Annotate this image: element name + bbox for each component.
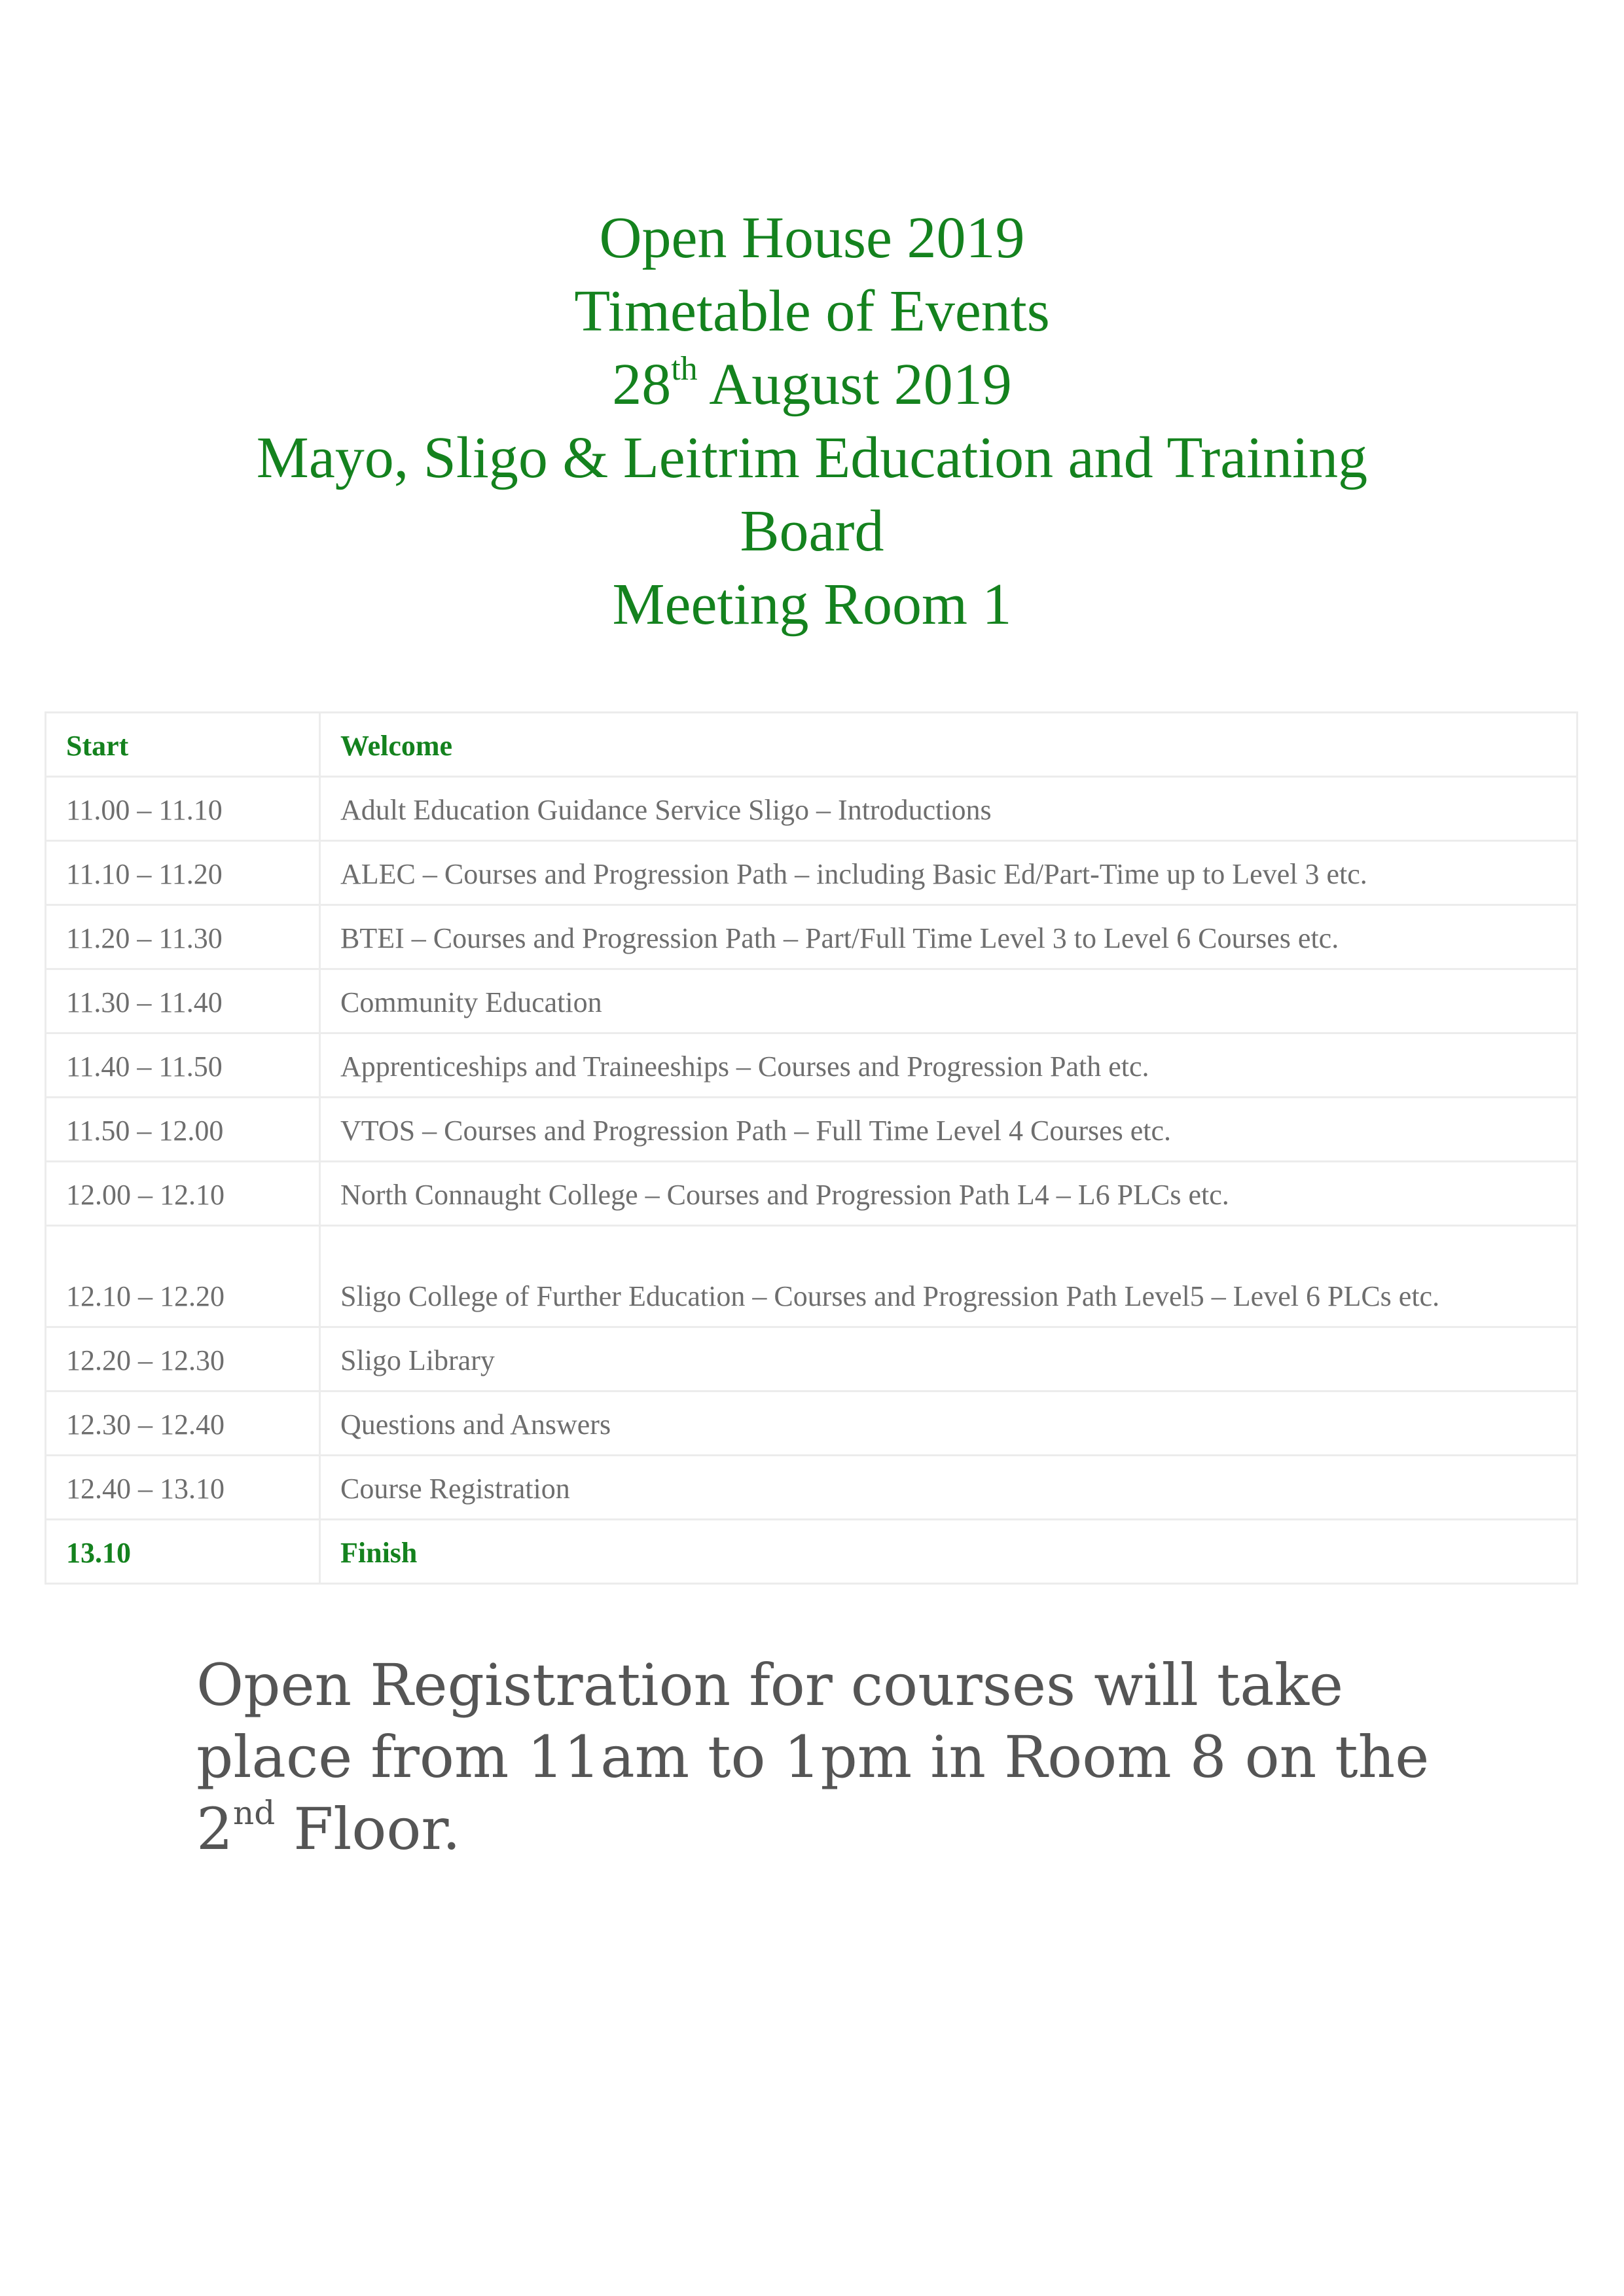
row-event: Sligo Library	[320, 1327, 1578, 1391]
row-event: Course Registration	[320, 1456, 1578, 1520]
row-event: Community Education	[320, 969, 1578, 1033]
registration-note	[196, 1649, 1479, 1865]
title-line-organisation: Mayo, Sligo & Leitrim Education and Training	[256, 425, 1368, 490]
title-line-open-house: Open House 2019	[599, 206, 1025, 270]
finish-time: 13.10	[46, 1520, 320, 1584]
row-event: Adult Education Guidance Service Sligo – Introductions	[320, 777, 1578, 841]
row-time: 11.00 – 11.10	[46, 777, 320, 841]
title-line-date	[0, 348, 1624, 422]
row-time: 12.40 – 13.10	[46, 1456, 320, 1520]
header-welcome: Welcome	[320, 713, 1578, 777]
title-line-organisation-cont: Board	[740, 499, 884, 564]
table-row	[46, 1033, 1578, 1098]
date-suffix: th	[671, 350, 698, 387]
row-event: VTOS – Courses and Progression Path – Full Time Level 4 Courses etc.	[320, 1098, 1578, 1162]
table-row	[46, 1162, 1578, 1226]
row-time: 12.20 – 12.30	[46, 1327, 320, 1391]
table-row	[46, 905, 1578, 969]
date-month-year: August 2019	[697, 352, 1012, 417]
timetable-header-row	[46, 713, 1578, 777]
timetable-finish-row	[46, 1520, 1578, 1584]
row-event: Apprenticeships and Traineeships – Courses and Progression Path etc.	[320, 1033, 1578, 1098]
note-ordinal-suffix: nd	[233, 1793, 276, 1832]
table-row	[46, 1098, 1578, 1162]
row-time: 11.50 – 12.00	[46, 1098, 320, 1162]
row-event: BTEI – Courses and Progression Path – Part/Full Time Level 3 to Level 6 Courses etc.	[320, 905, 1578, 969]
note-text: Open Registration for courses will take place from 11am to 1pm in Room 8 on the 2	[196, 1651, 1430, 1863]
table-row	[46, 841, 1578, 905]
date-day: 28	[612, 352, 672, 417]
row-event: Sligo College of Further Education – Courses and Progression Path Level5 – Level 6 PLCs etc.	[320, 1226, 1578, 1327]
row-time: 12.00 – 12.10	[46, 1162, 320, 1226]
row-time: 11.10 – 11.20	[46, 841, 320, 905]
table-row	[46, 1327, 1578, 1391]
row-time: 11.20 – 11.30	[46, 905, 320, 969]
table-row	[46, 969, 1578, 1033]
row-event: ALEC – Courses and Progression Path – including Basic Ed/Part-Time up to Level 3 etc.	[320, 841, 1578, 905]
timetable	[45, 711, 1578, 1585]
row-time: 12.30 – 12.40	[46, 1391, 320, 1456]
row-time: 11.30 – 11.40	[46, 969, 320, 1033]
header-start: Start	[46, 713, 320, 777]
row-time: 11.40 – 11.50	[46, 1033, 320, 1098]
row-event: Questions and Answers	[320, 1391, 1578, 1456]
finish-label: Finish	[320, 1520, 1578, 1584]
row-event: North Connaught College – Courses and Progression Path L4 – L6 PLCs etc.	[320, 1162, 1578, 1226]
table-row	[46, 1226, 1578, 1327]
row-time: 12.10 – 12.20	[46, 1226, 320, 1327]
title-line-room: Meeting Room 1	[612, 572, 1012, 637]
table-row	[46, 1456, 1578, 1520]
title-line-timetable: Timetable of Events	[574, 279, 1050, 344]
table-row	[46, 1391, 1578, 1456]
note-text-end: Floor.	[275, 1795, 461, 1863]
table-row	[46, 777, 1578, 841]
document-title	[0, 202, 1624, 641]
